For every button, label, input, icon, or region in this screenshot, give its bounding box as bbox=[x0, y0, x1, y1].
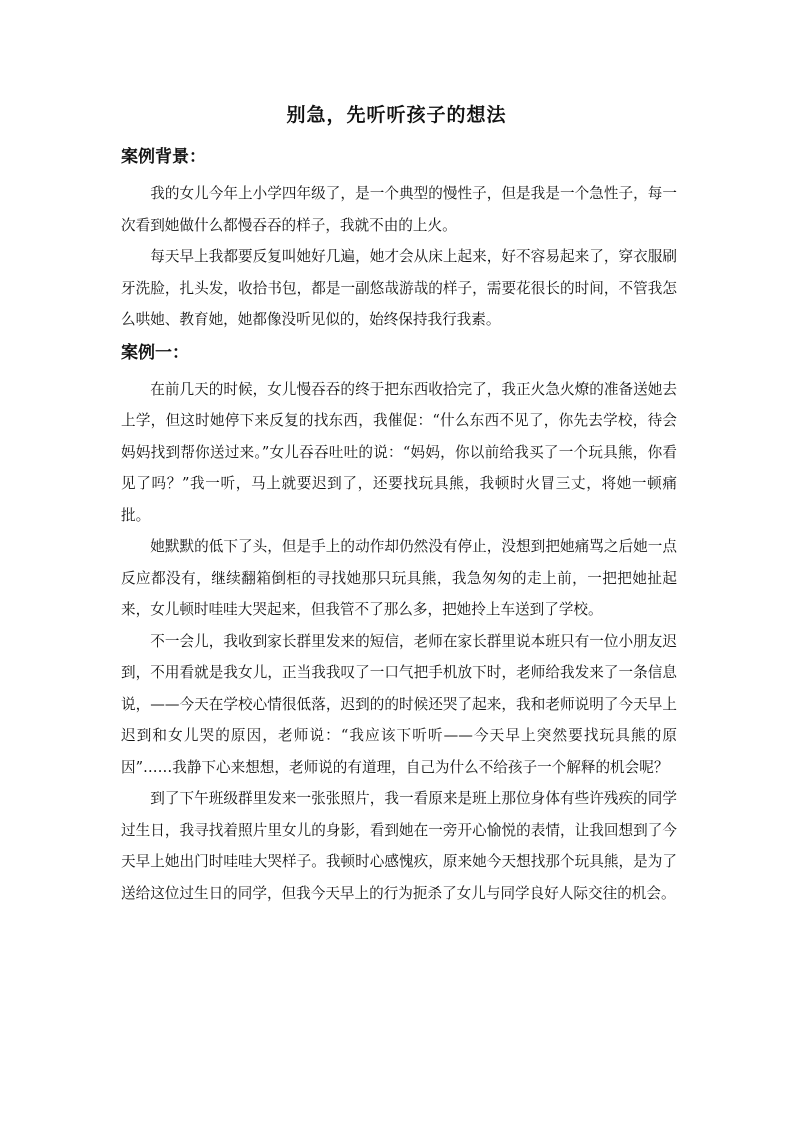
paragraph: 在前几天的时候，女儿慢吞吞的终于把东西收拾完了，我正火急火燎的准备送她去上学，但这时她停下来反复的找东西，我催促：“什么东西不见了，你先去学校，待会妈妈找到帮你送过来。”女儿吞吞吐吐的说：“妈妈，你以前给我买了一个玩具熊，你看见了吗？”我一听，马上就要迟到了，还要找玩具熊，我顿时火冒三丈，将她一顿痛批。 bbox=[121, 380, 677, 524]
section-case-one bbox=[121, 338, 677, 910]
section-heading: 案例背景： bbox=[121, 147, 206, 167]
paragraph: 每天早上我都要反复叫她好几遍，她才会从床上起来，好不容易起来了，穿衣服刷牙洗脸，扎头发，收拾书包，都是一副悠哉游哉的样子，需要花很长的时间，不管我怎么哄她、教育她，她都像没听见似的，始终保持我行我素。 bbox=[121, 248, 677, 328]
section-heading: 案例一： bbox=[121, 342, 189, 363]
document-body bbox=[121, 142, 677, 909]
paragraph: 她默默的低下了头，但是手上的动作却仍然没有停止，没想到把她痛骂之后她一点反应都没有，继续翻箱倒柜的寻找她那只玩具熊，我急匆匆的走上前，一把把她扯起来，女儿顿时哇哇大哭起来，但我管不了那么多，把她拎上车送到了学校。 bbox=[121, 538, 677, 618]
section-background bbox=[121, 142, 677, 336]
paragraph: 不一会儿，我收到家长群里发来的短信，老师在家长群里说本班只有一位小朋友迟到，不用看就是我女儿，正当我我叹了一口气把手机放下时，老师给我发来了一条信息说，——今天在学校心情很低落，迟到的的时候还哭了起来，我和老师说明了今天早上迟到和女儿哭的原因，老师说：“我应该下听听——今天早上突然要找玩具熊的原因”……我静下心来想想，老师说的有道理，自己为什么不给孩子一个解释的机会呢？ bbox=[121, 632, 677, 776]
page-title: 别急，先听听孩子的想法 bbox=[286, 104, 507, 126]
paragraph: 到了下午班级群里发来一张张照片，我一看原来是班上那位身体有些许残疾的同学过生日，我寻找着照片里女儿的身影，看到她在一旁开心愉悦的表情，让我回想到了今天早上她出门时哇哇大哭样子。我顿时心感愧疚，原来她今天想找那个玩具熊，是为了送给这位过生日的同学，但我今天早上的行为扼杀了女儿与同学良好人际交往的机会。 bbox=[121, 790, 677, 902]
paragraph: 我的女儿今年上小学四年级了，是一个典型的慢性子，但是我是一个急性子，每一次看到她做什么都慢吞吞的样子，我就不由的上火。 bbox=[121, 185, 677, 234]
